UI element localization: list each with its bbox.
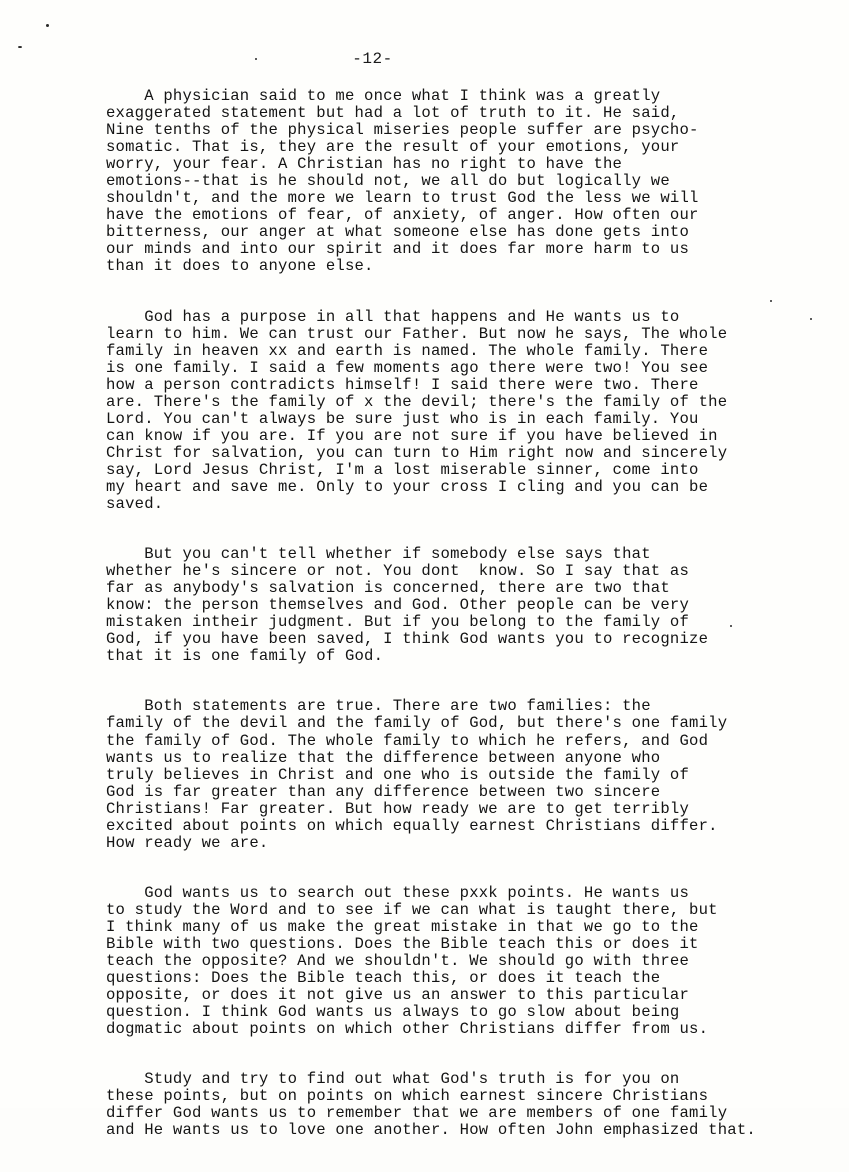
text-line: differ God wants us to remember that we are members of one family: [106, 1104, 728, 1123]
text-line: God, if you have been saved, I think God wants you to recognize: [106, 630, 709, 649]
text-line: truly believes in Christ and one who is outside the family of: [106, 765, 690, 784]
text-line: dogmatic about points on which other Christians differ from us.: [106, 1020, 709, 1039]
text-line: Nine tenths of the physical miseries people suffer are psycho-: [106, 121, 699, 140]
scan-speck: [810, 318, 812, 320]
text-line: Christians! Far greater. But how ready we are to get terribly: [106, 799, 690, 818]
text-line: than it does to anyone else.: [106, 257, 374, 276]
scan-speck: [255, 58, 257, 60]
text-line: Both statements are true. There are two families: the: [106, 697, 651, 716]
text-line: exaggerated statement but had a lot of truth to it. He said,: [106, 104, 680, 123]
paragraph-4: [106, 698, 826, 851]
text-line: Lord. You can't always be sure just who is in each family. You: [106, 409, 699, 428]
scan-speck: [18, 46, 22, 48]
text-line: family in heaven xx and earth is named. The whole family. There: [106, 341, 709, 360]
text-line: Bible with two questions. Does the Bible teach this or does it: [106, 934, 699, 953]
paragraph-3: [106, 546, 826, 665]
text-line: my heart and save me. Only to your cross I cling and you can be: [106, 477, 709, 496]
text-line: saved.: [106, 495, 164, 514]
text-line: wants us to realize that the difference between anyone who: [106, 748, 661, 767]
text-line: these points, but on points on which earnest sincere Christians: [106, 1087, 709, 1106]
text-line: mistaken intheir judgment. But if you belong to the family of: [106, 613, 690, 632]
text-line: and He wants us to love one another. How often John emphasized that.: [106, 1121, 756, 1140]
page-number: -12-: [352, 50, 393, 68]
paragraph-2: [106, 309, 826, 514]
text-line: Study and try to find out what God's truth is for you on: [106, 1070, 680, 1089]
text-line: whether he's sincere or not. You dont know. So I say that as: [106, 562, 690, 581]
text-line: How ready we are.: [106, 833, 269, 852]
text-line: have the emotions of fear, of anxiety, of anger. How often our: [106, 206, 699, 225]
text-line: our minds and into our spirit and it does far more harm to us: [106, 240, 690, 259]
text-line: question. I think God wants us always to go slow about being: [106, 1003, 680, 1022]
text-line: family of the devil and the family of God, but there's one family: [106, 714, 728, 733]
paragraph-6: [106, 1071, 826, 1139]
text-line: how a person contradicts himself! I said there were two. There: [106, 375, 699, 394]
scan-speck: [46, 24, 49, 27]
scan-speck: [730, 625, 732, 627]
text-line: shouldn't, and the more we learn to trust God the less we will: [106, 189, 699, 208]
text-line: somatic. That is, they are the result of your emotions, your: [106, 138, 680, 157]
text-line: worry, your fear. A Christian has no right to have the: [106, 155, 623, 174]
text-line: can know if you are. If you are not sure if you have believed in: [106, 426, 718, 445]
text-line: bitterness, our anger at what someone else has done gets into: [106, 223, 690, 242]
paragraph-5: [106, 885, 826, 1038]
text-line: I think many of us make the great mistake in that we go to the: [106, 917, 699, 936]
paragraph-1: [106, 88, 826, 276]
text-line: God wants us to search out these pxxk points. He wants us: [106, 883, 690, 902]
text-line: God has a purpose in all that happens and He wants us to: [106, 307, 680, 326]
text-line: say, Lord Jesus Christ, I'm a lost miserable sinner, come into: [106, 460, 699, 479]
text-line: learn to him. We can trust our Father. But now he says, The whole: [106, 324, 728, 343]
text-line: Christ for salvation, you can turn to Him right now and sincerely: [106, 443, 728, 462]
text-line: God is far greater than any difference between two sincere: [106, 782, 661, 801]
text-line: that it is one family of God.: [106, 647, 384, 666]
text-line: excited about points on which equally earnest Christians differ.: [106, 816, 718, 835]
text-line: to study the Word and to see if we can what is taught there, but: [106, 900, 718, 919]
text-line: know: the person themselves and God. Other people can be very: [106, 596, 690, 615]
text-line: is one family. I said a few moments ago there were two! You see: [106, 358, 709, 377]
text-line: emotions--that is he should not, we all do but logically we: [106, 172, 670, 191]
text-line: teach the opposite? And we shouldn't. We should go with three: [106, 952, 690, 971]
text-line: But you can't tell whether if somebody else says that: [106, 545, 651, 564]
text-line: questions: Does the Bible teach this, or does it teach the: [106, 969, 661, 988]
text-line: opposite, or does it not give us an answer to this particular: [106, 986, 690, 1005]
document-body: [106, 88, 826, 1172]
text-line: A physician said to me once what I think was a greatly: [106, 87, 661, 105]
scan-speck: [770, 300, 772, 302]
text-line: the family of God. The whole family to which he refers, and God: [106, 731, 709, 750]
text-line: far as anybody's salvation is concerned, there are two that: [106, 579, 670, 598]
text-line: are. There's the family of x the devil; there's the family of the: [106, 392, 728, 411]
